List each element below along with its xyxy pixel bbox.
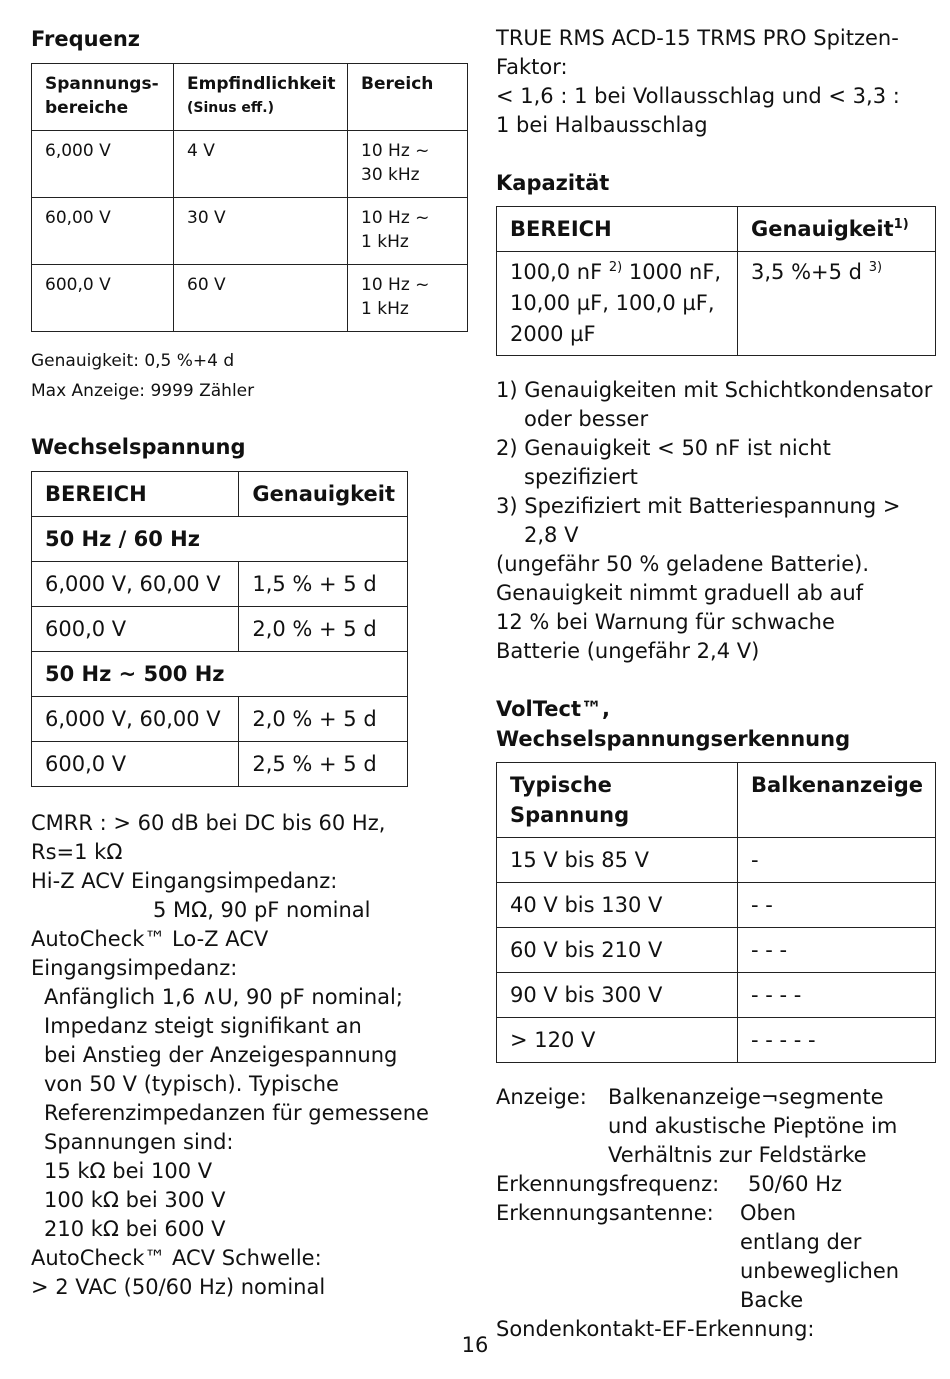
footnote-ref: 2) — [608, 260, 623, 275]
spec-line: AutoCheck™ Lo-Z ACV — [31, 927, 269, 951]
header-cell: Spannungs-bereiche — [32, 64, 174, 131]
table-row — [32, 742, 408, 787]
spec-line: 15 kΩ bei 100 V — [44, 1159, 213, 1183]
section-cell: 50 Hz ~ 500 Hz — [32, 652, 408, 697]
table-cell: 6,000 V — [32, 131, 174, 198]
spec-line: Eingangsimpedanz: — [31, 956, 238, 980]
spec-value-line: Verhältnis zur Feldstärke — [608, 1143, 867, 1167]
table-cell: 6,000 V, 60,00 V — [32, 562, 239, 607]
table-section-row — [32, 652, 408, 697]
table-cell: - - — [737, 883, 935, 928]
spec-value: 50/60 Hz — [748, 1172, 843, 1196]
table-cell: - — [737, 838, 935, 883]
table-row — [32, 562, 408, 607]
cell-line: 2000 µF — [510, 322, 596, 346]
range-line: 10 Hz ~ — [361, 208, 430, 228]
table-cell: 600,0 V — [32, 265, 174, 332]
spec-line: 210 kΩ bei 600 V — [44, 1217, 226, 1241]
header-label: Empfindlichkeit — [187, 74, 336, 94]
crest-line: < 1,6 : 1 bei Vollausschlag und < 3,3 : — [496, 84, 900, 108]
table-cell: - - - - — [737, 973, 935, 1018]
spec-line: Hi-Z ACV Eingangsimpedanz: — [31, 869, 338, 893]
header-cell: Typische Spannung — [497, 763, 738, 838]
range-line: 30 kHz — [361, 165, 420, 185]
page-number: 16 — [461, 1333, 489, 1357]
table-cell: 30 V — [174, 198, 348, 265]
table-row — [497, 973, 936, 1018]
table-cell: 40 V bis 130 V — [497, 883, 738, 928]
table-cell: 600,0 V — [32, 607, 239, 652]
table-cell: 15 V bis 85 V — [497, 838, 738, 883]
detection-antenna-spec — [496, 1199, 940, 1315]
section-cell: 50 Hz / 60 Hz — [32, 517, 408, 562]
range-line: 1 kHz — [361, 299, 409, 319]
table-cell: 4 V — [174, 131, 348, 198]
table-row — [32, 697, 408, 742]
table-row — [497, 883, 936, 928]
probe-detection-label: Sondenkontakt-EF-Erkennung: — [496, 1317, 815, 1341]
footnote-list — [496, 376, 940, 550]
crest-factor-block — [496, 24, 940, 140]
footnote-text: Spezifiziert mit Batteriespannung > 2,8 V — [524, 494, 901, 547]
range-line: 10 Hz ~ — [361, 141, 430, 161]
detection-frequency-spec — [496, 1170, 940, 1199]
battery-line: 12 % bei Warnung für schwache — [496, 610, 835, 634]
spec-value-line: unbeweglichen — [740, 1259, 900, 1283]
detection-spec-block — [496, 1083, 940, 1344]
footnote-item — [496, 376, 940, 434]
header-cell: Bereich — [348, 64, 468, 131]
table-cell: > 120 V — [497, 1018, 738, 1063]
frequency-heading: Frequenz — [31, 27, 140, 51]
footnote-item — [496, 434, 940, 492]
table-row — [497, 1018, 936, 1063]
spec-value-line: Backe — [740, 1288, 804, 1312]
table-row — [32, 265, 468, 332]
voltect-heading-line2: Wechselspannungserkennung — [496, 727, 851, 751]
accuracy-note: Genauigkeit: 0,5 %+4 d — [31, 351, 235, 371]
ac-voltage-heading: Wechselspannung — [31, 435, 246, 459]
footnote-item — [496, 492, 940, 550]
battery-line: Batterie (ungefähr 2,4 V) — [496, 639, 760, 663]
table-cell: 90 V bis 300 V — [497, 973, 738, 1018]
spec-line: 100 kΩ bei 300 V — [44, 1188, 226, 1212]
spec-line: CMRR : > 60 dB bei DC bis 60 Hz, — [31, 811, 386, 835]
frequency-table — [31, 63, 468, 332]
footnote-ref: 1) — [893, 217, 909, 232]
table-header-row — [32, 472, 408, 517]
table-row — [32, 131, 468, 198]
table-row — [497, 252, 936, 356]
battery-line: (ungefähr 50 % geladene Batterie). — [496, 552, 869, 576]
table-cell — [738, 252, 936, 356]
spec-line: Spannungen sind: — [44, 1130, 234, 1154]
table-row — [32, 607, 408, 652]
cell-text: 3,5 %+5 d — [751, 260, 862, 284]
spec-line: von 50 V (typisch). Typische — [44, 1072, 339, 1096]
crest-line: 1 bei Halbausschlag — [496, 113, 708, 137]
table-cell: 60 V — [174, 265, 348, 332]
spec-value-line: Balkenanzeige¬segmente — [608, 1085, 884, 1109]
voltect-table — [496, 762, 936, 1063]
table-cell: 60 V bis 210 V — [497, 928, 738, 973]
footnote-number: 2) — [496, 436, 518, 460]
header-cell — [174, 64, 348, 131]
footnote-ref: 3) — [868, 260, 883, 275]
right-column — [496, 24, 940, 1344]
crest-line: TRUE RMS ACD-15 TRMS PRO Spitzen- — [496, 26, 899, 50]
range-line: 1 kHz — [361, 232, 409, 252]
spec-value-line: und akustische Pieptöne im — [608, 1114, 898, 1138]
spec-value-line: entlang der — [740, 1230, 862, 1254]
spec-line: AutoCheck™ ACV Schwelle: — [31, 1246, 322, 1270]
spec-line: 5 MΩ, 90 pF nominal — [153, 898, 371, 922]
table-row — [497, 838, 936, 883]
spec-key: Erkennungsfrequenz: — [496, 1172, 720, 1196]
table-cell: 1,5 % + 5 d — [239, 562, 408, 607]
ac-voltage-table — [31, 471, 408, 787]
header-cell: BEREICH — [497, 207, 738, 252]
spec-line: Impedanz steigt signifikant an — [44, 1014, 362, 1038]
table-header-row — [32, 64, 468, 131]
table-cell: 60,00 V — [32, 198, 174, 265]
impedance-spec-block — [31, 809, 471, 1302]
spec-line: bei Anstieg der Anzeigespannung — [44, 1043, 398, 1067]
footnote-number: 1) — [496, 378, 518, 402]
table-row — [497, 928, 936, 973]
spec-value — [608, 1083, 940, 1170]
footnote-text: Genauigkeit < 50 nF ist nicht spezifiziert — [524, 436, 831, 489]
table-cell — [348, 265, 468, 332]
range-line: 10 Hz ~ — [361, 275, 430, 295]
cell-text: 1000 nF, — [622, 260, 722, 284]
footnote-number: 3) — [496, 494, 518, 518]
frequency-notes — [31, 346, 471, 406]
capacitance-table — [496, 206, 936, 356]
left-column — [31, 24, 471, 1302]
spec-key: Erkennungsantenne: — [496, 1201, 714, 1225]
spec-line: Referenzimpedanzen für gemessene — [44, 1101, 429, 1125]
spec-line: > 2 VAC (50/60 Hz) nominal — [31, 1275, 326, 1299]
spec-value — [740, 1199, 940, 1315]
table-row — [32, 198, 468, 265]
table-cell: 2,5 % + 5 d — [239, 742, 408, 787]
table-header-row — [497, 763, 936, 838]
table-cell — [348, 131, 468, 198]
header-cell: Genauigkeit — [239, 472, 408, 517]
table-section-row — [32, 517, 408, 562]
voltect-heading-line1: VolTect™, — [496, 697, 610, 721]
table-cell — [497, 252, 738, 356]
cell-line: 10,00 µF, 100,0 µF, — [510, 291, 715, 315]
crest-line: Faktor: — [496, 55, 568, 79]
cell-line — [510, 257, 725, 288]
cell-text: 100,0 nF — [510, 260, 603, 284]
battery-line: Genauigkeit nimmt graduell ab auf — [496, 581, 864, 605]
header-cell: Balkenanzeige — [737, 763, 935, 838]
header-label: Genauigkeit — [751, 217, 894, 241]
table-cell — [348, 198, 468, 265]
spec-line: Anfänglich 1,6 ∧U, 90 pF nominal; — [44, 985, 403, 1009]
table-header-row — [497, 207, 936, 252]
table-cell: 2,0 % + 5 d — [239, 607, 408, 652]
footnote-text: Genauigkeiten mit Schichtkondensator oder besser — [524, 378, 933, 431]
capacitance-heading: Kapazität — [496, 171, 610, 195]
header-cell — [738, 207, 936, 252]
table-cell: - - - — [737, 928, 935, 973]
spec-line: Rs=1 kΩ — [31, 840, 123, 864]
table-cell: 600,0 V — [32, 742, 239, 787]
display-spec — [496, 1083, 940, 1170]
max-display-note: Max Anzeige: 9999 Zähler — [31, 381, 255, 401]
header-cell: BEREICH — [32, 472, 239, 517]
header-sublabel: (Sinus eff.) — [187, 100, 274, 116]
spec-value-line: Oben — [740, 1201, 797, 1225]
table-cell: 2,0 % + 5 d — [239, 697, 408, 742]
spec-key: Anzeige: — [496, 1085, 587, 1109]
battery-note — [496, 550, 940, 666]
table-cell: 6,000 V, 60,00 V — [32, 697, 239, 742]
table-cell: - - - - - — [737, 1018, 935, 1063]
